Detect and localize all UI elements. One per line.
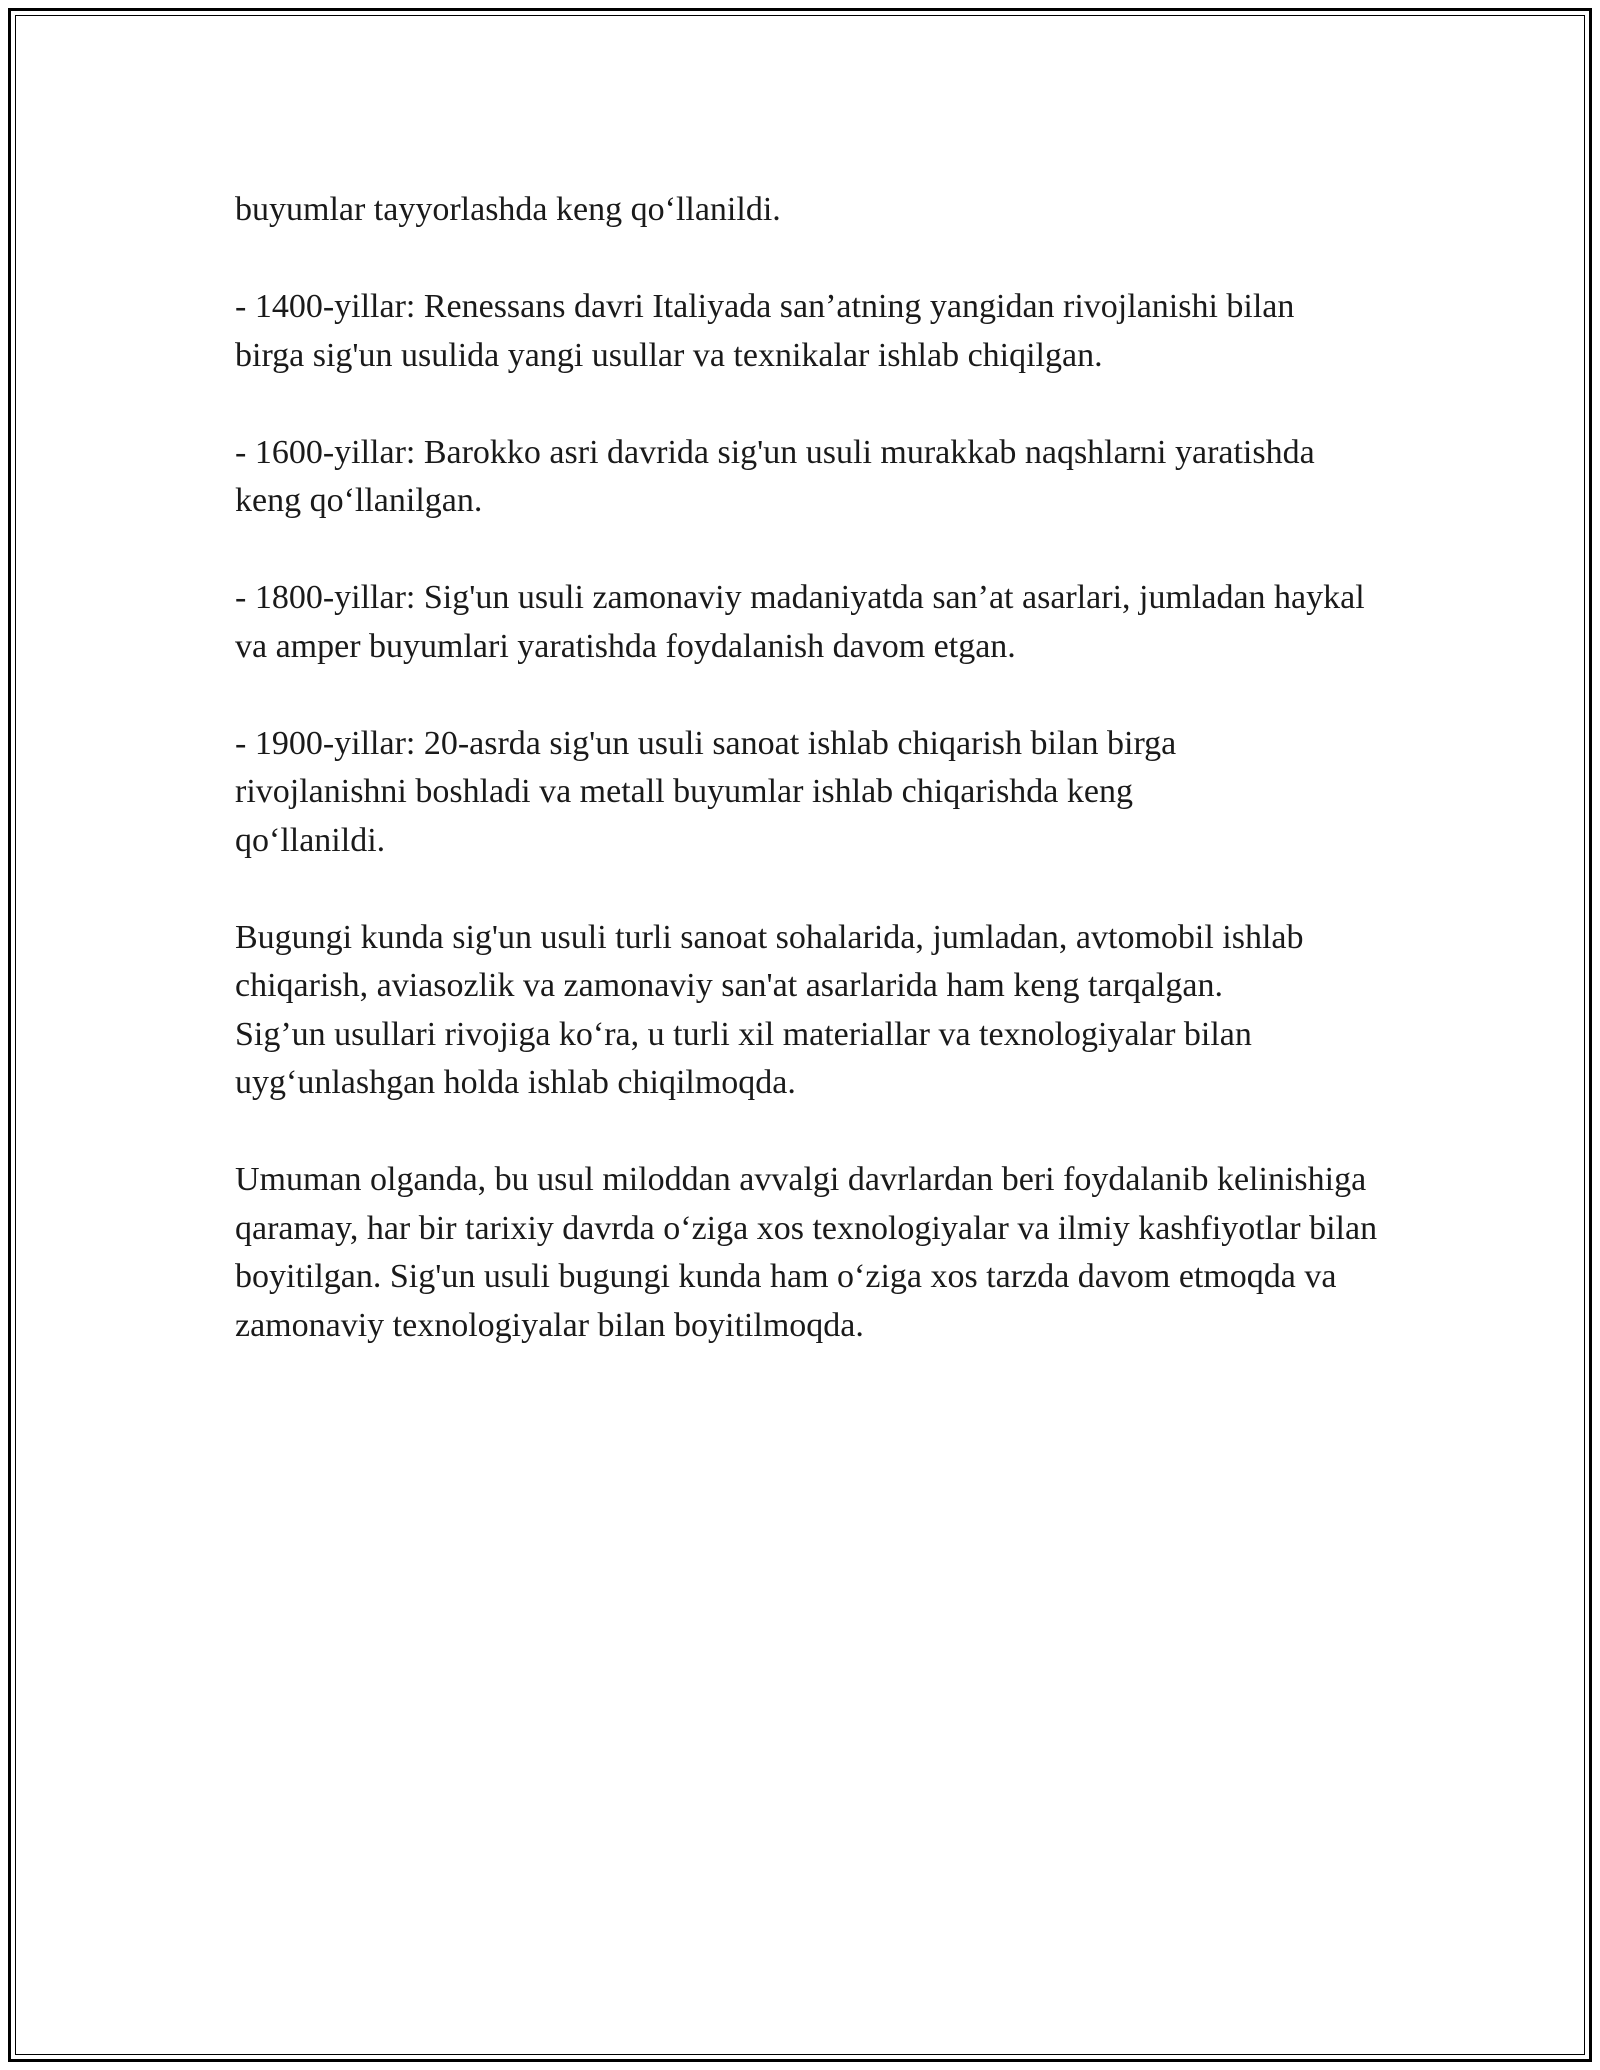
document-body: [235, 186, 1385, 1399]
paragraph-1600s: - 1600-yillar: Barokko asri davrida sig'un usuli murakkab naqshlarni yaratishda keng qo‘llanilgan.: [235, 433, 1315, 519]
paragraph-continuation: buyumlar tayyorlashda keng qo‘llanildi.: [235, 191, 781, 228]
paragraph-1800s: - 1800-yillar: Sig'un usuli zamonaviy madaniyatda san’at asarlari, jumladan haykal va amper buyumlari yaratishda foydalanish davom etgan.: [235, 579, 1365, 665]
paragraph-1900s: - 1900-yillar: 20-asrda sig'un usuli sanoat ishlab chiqarish bilan birga rivojlanishni boshladi va metall buyumlar ishlab chiqarishda keng qo‘llanildi.: [235, 724, 1177, 859]
paragraph-conclusion: Umuman olganda, bu usul miloddan avvalgi davrlardan beri foydalanib kelinishiga qaramay, har bir tarixiy davrda o‘ziga xos texnologiyalar va ilmiy kashfiyotlar bilan boyitilgan. Sig'un usuli bugungi kunda ham o‘ziga xos tarzda davom etmoqda va zamonaviy texnologiyalar bilan boyitilmoqda.: [235, 1161, 1378, 1344]
paragraph-1400s: - 1400-yillar: Renessans davri Italiyada san’atning yangidan rivojlanishi bilan birga sig'un usulida yangi usullar va texnikalar ishlab chiqilgan.: [235, 288, 1295, 374]
paragraph-today: Bugungi kunda sig'un usuli turli sanoat sohalarida, jumladan, avtomobil ishlab chiqarish, aviasozlik va zamonaviy san'at asarlarida ham keng tarqalgan. Sig’un usullari rivojiga ko‘ra, u turli xil materiallar va texnologiyalar bilan uyg‘unlashgan holda ishlab chiqilmoqda.: [235, 918, 1304, 1101]
